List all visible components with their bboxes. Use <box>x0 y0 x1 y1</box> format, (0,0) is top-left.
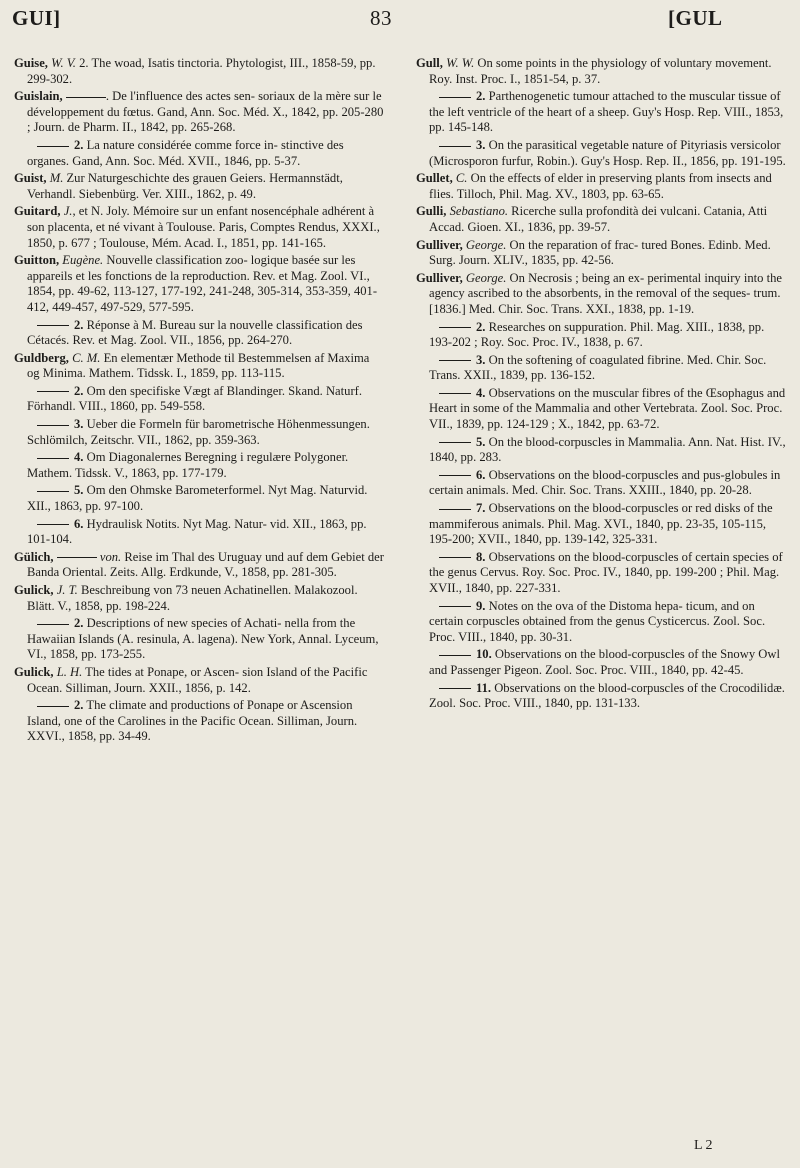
author-forename: Eugène. <box>62 253 104 268</box>
author-forename: C. M. <box>72 350 101 365</box>
entry-text: . De l'influence des actes sen- soriaux de la mère sur le développement du fœtus. Gand, Ann. Soc. Méd. X., 1842, pp. 205-280 ; Journ. de Pharm. II., 1842, pp. 265-268. <box>27 89 384 135</box>
entry-text: Ueber die Formeln für barometrische Höhenmessungen. Schlömilch, Zeitschr. VII., 1862, pp. 359-363. <box>27 417 370 447</box>
entry-text: Zur Naturgeschichte des grauen Geiers. Hermannstädt, Verhandl. Siebenbürg. Ver. XIII., 1862, p. 49. <box>27 171 343 201</box>
author-name: Gulick, <box>14 583 54 597</box>
author-entry <box>416 171 788 202</box>
dash-rule <box>439 360 471 361</box>
entry-text: Om den specifiske Vægt af Blandinger. Skand. Naturf. Förhandl. VIII., 1860, pp. 549-558. <box>27 383 362 414</box>
author-entry <box>416 271 788 318</box>
entry-text: Observations on the blood-corpuscles or red disks of the mammiferous animals. Phil. Mag. XVI., 1840, pp. 23-35, 105-115, 195-200; XVII., 1840, pp. 139-142, 325-331. <box>429 501 773 547</box>
author-forename: L. H. <box>56 664 83 679</box>
entry-number: 2. <box>74 698 84 713</box>
entry-number: 6. <box>476 467 486 482</box>
entry-text: Observations on the blood-corpuscles of certain species of the genus Cervus. Roy. Soc. Proc. IV., 1840, pp. 199-200 ; Phil. Mag. XVII., 1840, pp. 227-331. <box>429 549 783 595</box>
author-name: Gulliver, <box>416 270 463 285</box>
sub-entry <box>14 483 384 514</box>
entry-number: 8. <box>476 549 486 564</box>
entry-text: Observations on the muscular fibres of the Œsophagus and Heart in some of the Mammalia and other Vertebrata. Zool. Soc. Proc. VII., 1839, pp. 124-129 ; X., 1842, pp. 63-72. <box>429 385 786 432</box>
entry-text: Observations on the blood-corpuscles of the Crocodilidæ. Zool. Soc. Proc. VIII., 1840, pp. 131-133. <box>429 680 785 711</box>
dash-rule <box>66 97 106 98</box>
author-entry <box>14 89 384 136</box>
author-forename: George. <box>465 270 507 285</box>
dash-rule <box>37 706 69 707</box>
sub-entry <box>416 501 788 548</box>
dash-rule <box>37 491 69 492</box>
entry-text: Observations on the blood-corpuscles of the Snowy Owl and Passenger Pigeon. Zool. Soc. Proc. VIII., 1840, pp. 42-45. <box>429 647 780 677</box>
entry-text: En elementær Methode til Bestemmelsen af Maxima og Minima. Mathem. Tidssk. I., 1859, pp. 113-115. <box>27 350 370 381</box>
author-forename: W. V. <box>51 56 76 70</box>
entry-text: On the blood-corpuscles in Mammalia. Ann. Nat. Hist. IV., 1840, pp. 283. <box>429 434 786 465</box>
sub-entry <box>416 599 788 646</box>
author-entry <box>14 204 384 251</box>
dash-rule <box>37 325 69 326</box>
entry-number: 9. <box>476 598 486 613</box>
dash-rule <box>439 509 471 510</box>
sub-entry <box>416 138 788 169</box>
author-entry <box>14 665 384 696</box>
dash-rule <box>439 655 471 656</box>
dash-rule <box>439 97 471 98</box>
sub-entry <box>14 698 384 745</box>
entry-text: Beschreibung von 73 neuen Achatinellen. Malakozool. Blätt. V., 1858, pp. 198-224. <box>27 583 358 613</box>
entry-number: 2. <box>74 616 84 631</box>
entry-number: 3. <box>74 417 84 432</box>
dash-rule <box>439 393 471 394</box>
sub-entry <box>416 550 788 597</box>
dash-rule <box>439 557 471 558</box>
entry-text: On the effects of elder in preserving plants from insects and flies. Tilloch, Phil. Mag. XV., 1803, pp. 63-65. <box>429 171 772 201</box>
header-right: [GUL <box>668 6 723 30</box>
entry-number: 2. <box>476 319 486 334</box>
entry-number: 3. <box>476 352 486 367</box>
dash-rule <box>37 425 69 426</box>
author-entry <box>14 351 384 382</box>
entry-number: 3. <box>476 137 486 152</box>
author-name: Guist, <box>14 171 47 186</box>
author-forename: J. <box>63 204 73 219</box>
entry-number: 2. <box>74 317 84 332</box>
sub-entry <box>416 468 788 499</box>
dash-rule <box>439 606 471 607</box>
entry-text: On the parasitical vegetable nature of Pityriasis versicolor (Microsporon furfur, Robin.). Guy's Hosp. Rep. II., 1856, pp. 191-195. <box>429 137 786 168</box>
running-header <box>0 6 800 40</box>
entry-text: La nature considérée comme force in- stinctive des organes. Gand, Ann. Soc. Méd. XVII., 1846, pp. 5-37. <box>27 137 344 168</box>
author-entry <box>416 56 788 87</box>
entry-text: Nouvelle classification zoo- logique basée sur les appareils et les fonctions de la reproduction. Rev. et Mag. Zool. VI., 1854, pp. 49-62, 113-127, 177-192, 241-248, 305-314, 353-359, 401-412, 449-457, 497-529, 577-595. <box>27 253 378 314</box>
author-entry <box>14 253 384 315</box>
author-entry <box>14 583 384 614</box>
page-number: 83 <box>370 6 392 30</box>
entry-text: 2. The woad, Isatis tinctoria. Phytologist, III., 1858-59, pp. 299-302. <box>27 56 376 86</box>
entry-text: The climate and productions of Ponape or Ascension Island, one of the Carolines in the Pacific Ocean. Silliman, Journ. XXVI., 1858, pp. 34-49. <box>27 698 358 744</box>
entry-text: On the reparation of frac- tured Bones. Edinb. Med. Surg. Journ. XLIV., 1835, pp. 42-56. <box>429 237 771 268</box>
entry-text: Researches on suppuration. Phil. Mag. XIII., 1838, pp. 193-202 ; Roy. Soc. Proc. IV., 1838, p. 67. <box>429 319 765 350</box>
dash-rule <box>37 624 69 625</box>
sub-entry <box>416 435 788 466</box>
author-name: Guitard, <box>14 204 61 219</box>
entry-text: , et N. Joly. Mémoire sur un enfant nosencéphale adhérent à son placenta, et né vivant à Toulouse. Paris, Comptes Rendus, XXXI., 1850, p. 677 ; Toulouse, Mém. Acad. I., 1851, pp. 141-165. <box>27 204 380 250</box>
sub-entry <box>416 647 788 678</box>
author-name: Gull, <box>416 56 443 70</box>
dash-rule <box>439 442 471 443</box>
author-entry <box>14 56 384 87</box>
author-name: Gülich, <box>14 549 54 564</box>
dash-rule <box>57 557 97 558</box>
author-forename: M. <box>49 171 64 186</box>
entry-text: Notes on the ova of the Distoma hepa- ticum, and on certain corpuscles obtained from the genus Cysticercus. Zool. Soc. Proc. VIII., 1840, pp. 30-31. <box>429 598 766 644</box>
sub-entry <box>14 517 384 548</box>
right-column <box>416 56 788 714</box>
dash-rule <box>439 327 471 328</box>
entry-number: 2. <box>74 137 84 152</box>
author-name: Gulli, <box>416 204 447 219</box>
entry-number: 11. <box>476 680 492 695</box>
entry-text: Ricerche sulla profondità dei vulcani. Catania, Atti Accad. Gioen. XI., 1836, pp. 39-57. <box>429 204 768 234</box>
author-entry <box>14 550 384 581</box>
entry-text: On Necrosis ; being an ex- perimental inquiry into the agency ascribed to the absorbents, in the removal of the seques- trum. [1836.] Med. Chir. Soc. Trans. XXI., 1838, pp. 1-19. <box>429 270 782 316</box>
entry-number: 7. <box>476 501 486 516</box>
author-name: Guldberg, <box>14 350 69 365</box>
author-name: Gulliver, <box>416 237 463 252</box>
author-name: Guise, <box>14 56 48 70</box>
entry-number: 6. <box>74 516 84 531</box>
author-name: Guitton, <box>14 253 60 268</box>
sub-entry <box>14 384 384 415</box>
sub-entry <box>416 681 788 712</box>
dash-rule <box>439 688 471 689</box>
left-column <box>14 56 384 747</box>
author-forename: W. W. <box>446 56 475 70</box>
entry-text: Observations on the blood-corpuscles and pus-globules in certain animals. Med. Chir. Soc. Trans. XXIII., 1840, pp. 20-28. <box>429 467 781 498</box>
signature-mark: L 2 <box>694 1138 713 1153</box>
entry-number: 2. <box>476 89 486 104</box>
entry-text: Descriptions of new species of Achati- nella from the Hawaiian Islands (A. resinula, A. lagena). New York, Annal. Lyceum, VI., 1858, pp. 173-255. <box>27 616 379 662</box>
dash-rule <box>37 146 69 147</box>
sub-entry <box>14 138 384 169</box>
entry-number: 10. <box>476 647 492 662</box>
dash-rule <box>439 475 471 476</box>
dash-rule <box>37 391 69 392</box>
author-forename: J. T. <box>56 583 78 597</box>
author-entry <box>416 238 788 269</box>
dash-rule <box>37 458 69 459</box>
sub-entry <box>14 616 384 663</box>
entry-text: Hydraulisk Notits. Nyt Mag. Natur- vid. XII., 1863, pp. 101-104. <box>27 516 367 547</box>
header-left: GUI] <box>12 6 61 30</box>
entry-number: 2. <box>74 383 84 398</box>
entry-text: The tides at Ponape, or Ascen- sion Island of the Pacific Ocean. Silliman, Journ. XXII., 1856, p. 142. <box>27 664 368 695</box>
sub-entry <box>14 417 384 448</box>
entry-text: Réponse à M. Bureau sur la nouvelle classification des Cétacés. Rev. et Mag. Zool. VII., 1856, pp. 264-270. <box>27 317 363 348</box>
entry-text: Om den Ohmske Barometerformel. Nyt Mag. Naturvid. XII., 1863, pp. 97-100. <box>27 483 368 514</box>
entry-text: On some points in the physiology of voluntary movement. Roy. Inst. Proc. I., 1851-54, p. 37. <box>429 56 772 86</box>
entry-number: 5. <box>74 483 84 498</box>
sub-entry <box>416 386 788 433</box>
author-name: Guislain, <box>14 89 63 104</box>
entry-number: 4. <box>74 450 84 465</box>
author-name: Gullet, <box>416 171 453 186</box>
author-entry <box>14 171 384 202</box>
author-forename: von. <box>99 549 122 564</box>
sub-entry <box>14 450 384 481</box>
entry-text: Om Diagonalernes Beregning i regulære Polygoner. Mathem. Tidssk. V., 1863, pp. 177-179. <box>27 450 349 480</box>
author-forename: George. <box>465 237 507 252</box>
entry-number: 5. <box>476 434 486 449</box>
entry-text: Reise im Thal des Uruguay und auf dem Gebiet der Banda Oriental. Zeits. Allg. Erdkunde, V., 1858, pp. 281-305. <box>27 549 384 580</box>
author-forename: Sebastiano. <box>449 204 509 219</box>
author-forename: C. <box>455 171 468 186</box>
entry-number: 4. <box>476 385 486 400</box>
entry-text: On the softening of coagulated fibrine. Med. Chir. Soc. Trans. XXII., 1839, pp. 136-152. <box>429 352 767 383</box>
author-name: Gulick, <box>14 664 54 679</box>
sub-entry <box>14 318 384 349</box>
sub-entry <box>416 89 788 136</box>
author-entry <box>416 204 788 235</box>
entry-text: Parthenogenetic tumour attached to the muscular tissue of the left ventricle of the heart of a sheep. Guy's Hosp. Rep. VIII., 1853, pp. 145-148. <box>429 89 784 135</box>
sub-entry <box>416 320 788 351</box>
sub-entry <box>416 353 788 384</box>
dash-rule <box>37 524 69 525</box>
dash-rule <box>439 146 471 147</box>
